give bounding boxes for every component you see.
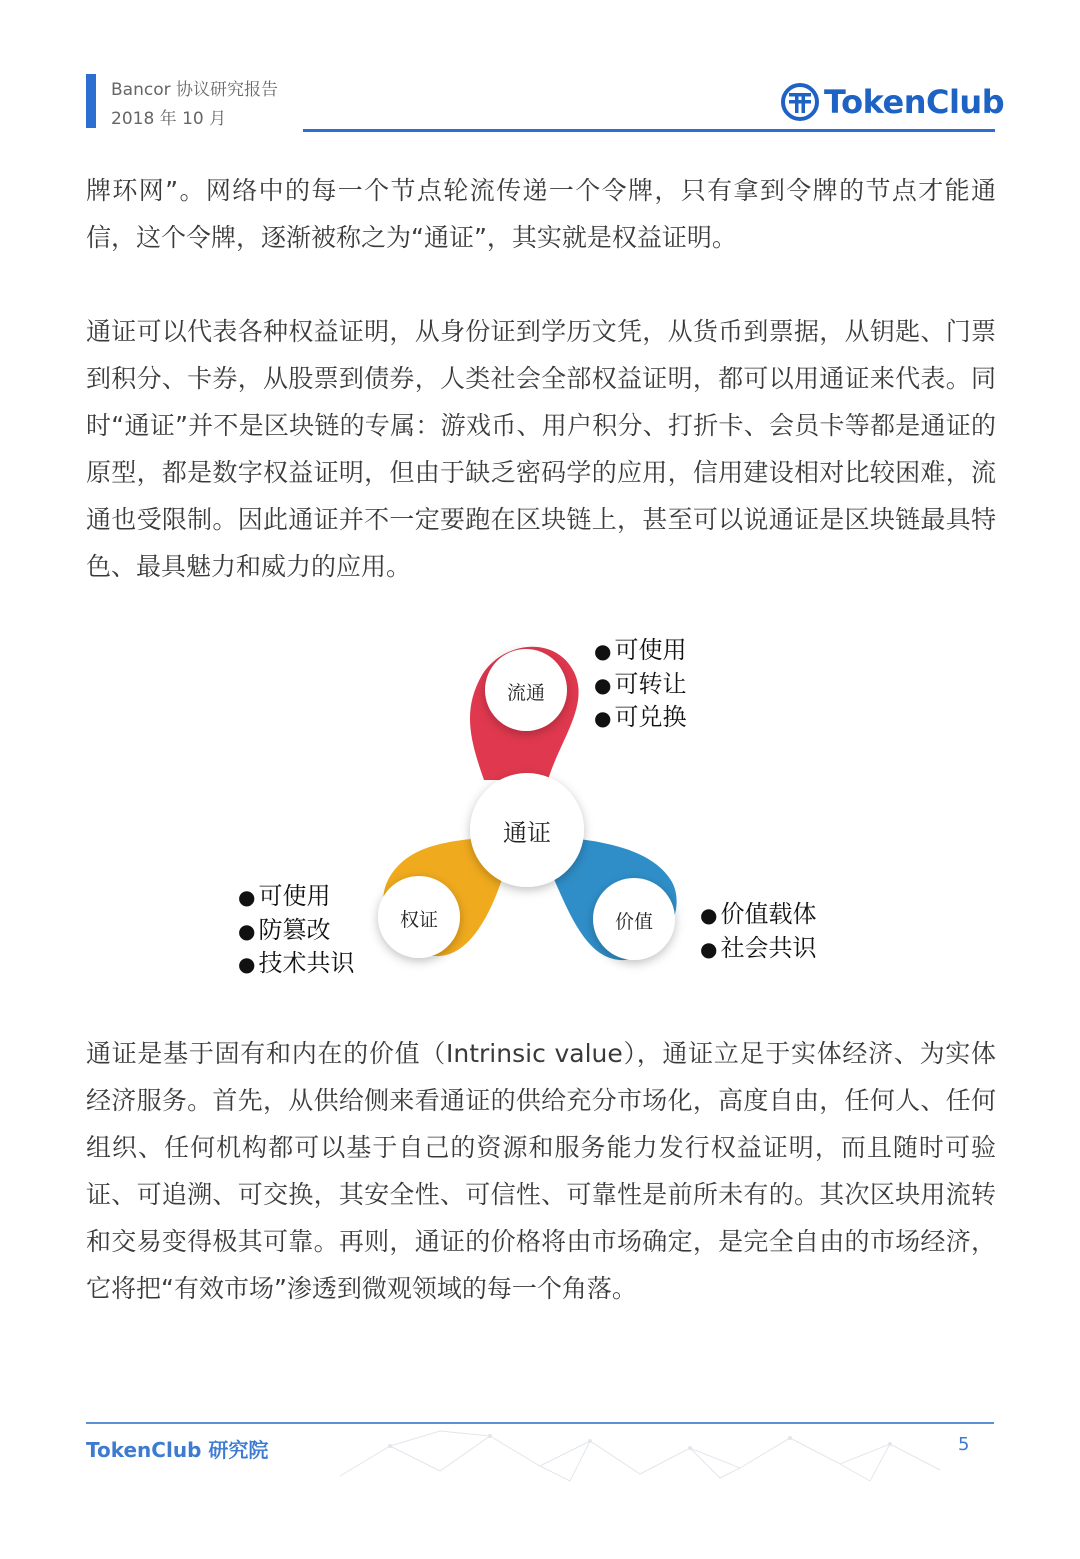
network-decoration [330,1426,950,1486]
bullet-item: ● 防篡改 [238,914,354,948]
footer-divider [86,1422,994,1424]
tokenclub-logo-icon [780,82,820,122]
center-label: 通证 [503,819,551,847]
petal-label-jiazhi: 价值 [614,911,653,933]
bullet-item: ● 可转让 [594,668,686,702]
tokenclub-logo [780,80,1004,124]
header-accent-bar [86,74,96,128]
page-number: 5 [958,1434,970,1455]
footer-org: TokenClub 研究院 [86,1438,269,1462]
bullet-item: ● 可使用 [238,880,354,914]
petal-label-liutong: 流通 [506,682,545,704]
bullet-item: ● 可兑换 [594,701,686,735]
paragraph-1: 牌环网”。网络中的每一个节点轮流传递一个令牌，只有拿到令牌的节点才能通信，这个令牌，逐渐被称之为“通证”，其实就是权益证明。 [86,176,996,252]
header-info [111,76,278,134]
bullet-item: ● 可使用 [594,634,686,668]
report-title: Bancor 协议研究报告 [111,80,278,100]
report-date: 2018 年 10 月 [111,109,227,129]
token-diagram [230,620,850,990]
bullet-item: ● 社会共识 [700,932,816,966]
bullet-item: ● 技术共识 [238,947,354,981]
paragraph-3: 通证是基于固有和内在的价值（Intrinsic value），通证立足于实体经济、为实体经济服务。首先，从供给侧来看通证的供给充分市场化，高度自由，任何人、任何组织、任何机构都可以基于自己的资源和服务能力发行权益证明，而且随时可验证、可追溯、可交换，其安全性、可信性、可靠性是前所未有的。其次区块用流转和交易变得极其可靠。再则，通证的价格将由市场确定，是完全自由的市场经济，它将把“有效市场”渗透到微观领域的每一个角落。 [86,1039,996,1303]
bullet-item: ● 价值载体 [700,898,816,932]
paragraph-2: 通证可以代表各种权益证明，从身份证到学历文凭，从货币到票据，从钥匙、门票到积分、卡券，从股票到债券，人类社会全部权益证明，都可以用通证来代表。同时“通证”并不是区块链的专属：游戏币、用户积分、打折卡、会员卡等都是通证的原型，都是数字权益证明，但由于缺乏密码学的应用，信用建设相对比较困难，流通也受限制。因此通证并不一定要跑在区块链上，甚至可以说通证是区块链最具特色、最具魅力和威力的应用。 [86,317,996,581]
logo-wordmark: TokenClub [824,83,1005,121]
bullets-jiazhi [700,898,816,965]
header-divider [303,129,995,132]
bullets-quanzheng [238,880,354,981]
petal-label-quanzheng: 权证 [399,909,438,931]
bullets-liutong [594,634,686,735]
